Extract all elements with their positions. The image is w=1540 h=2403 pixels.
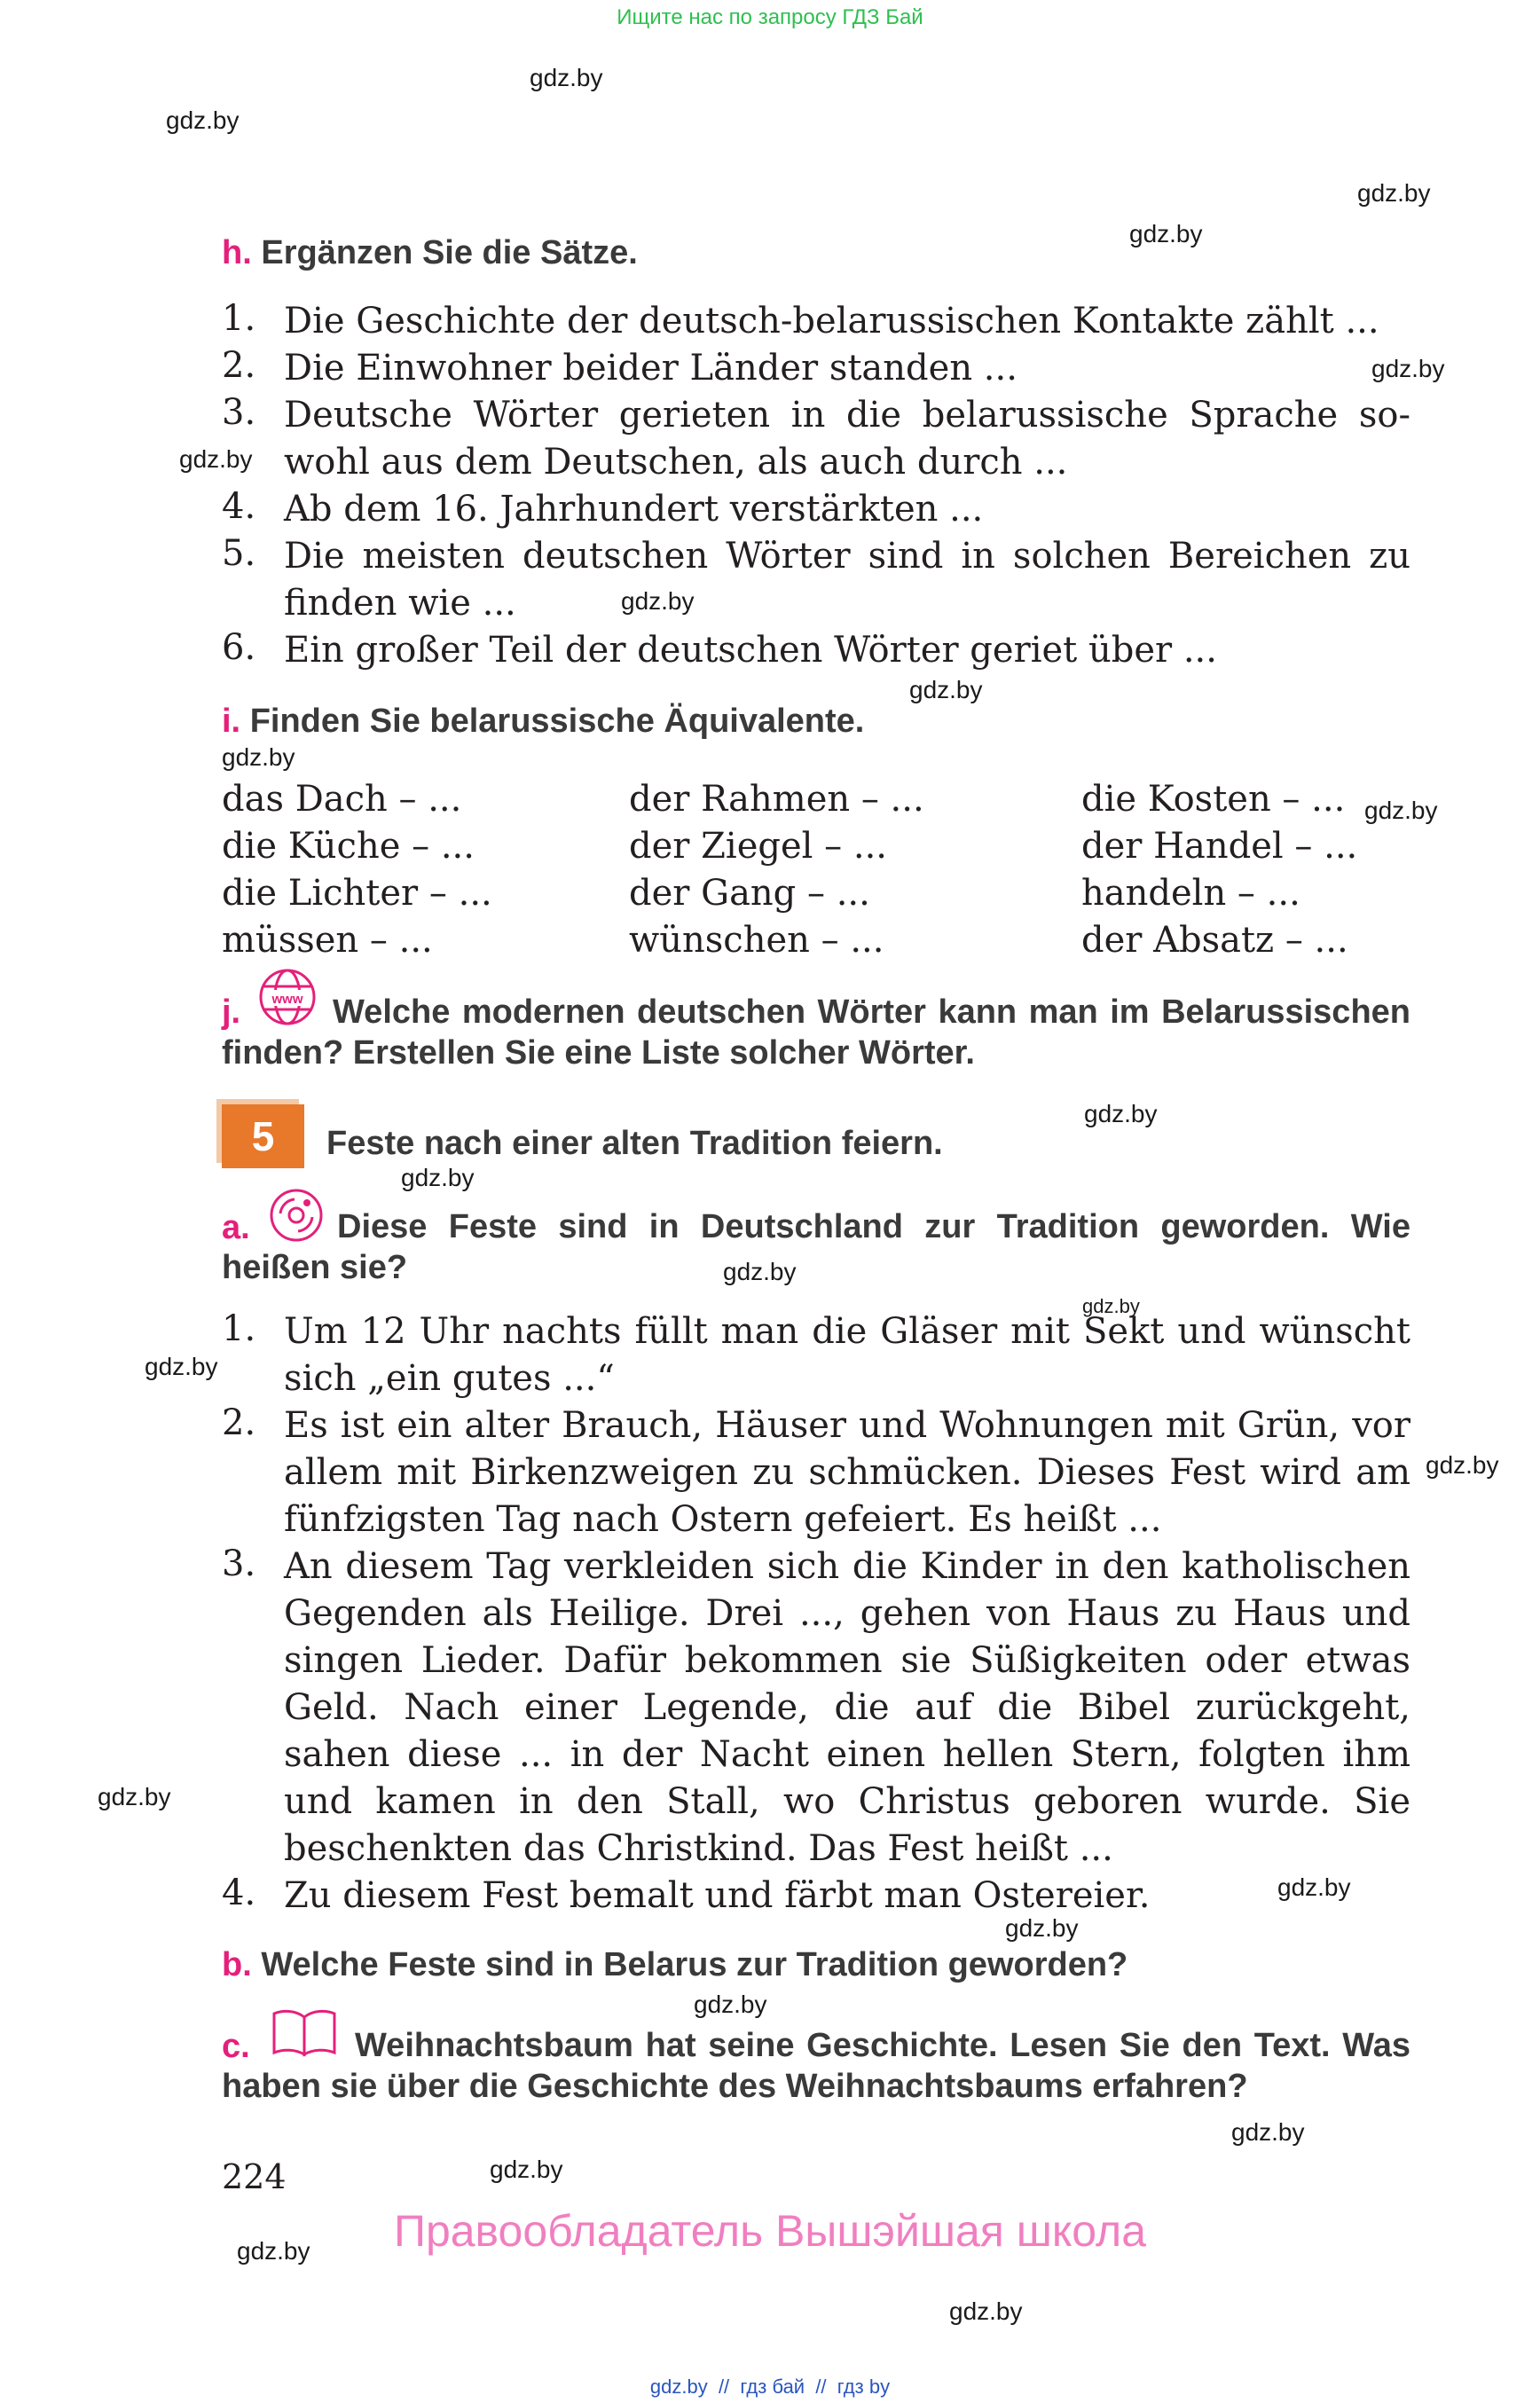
section-letter: c. (222, 2028, 250, 2065)
section-h-heading (222, 232, 1410, 273)
vocab-cell: der Absatz – ... (1081, 920, 1348, 961)
item-number: 1. (222, 1308, 256, 1349)
watermark: gdz.by (621, 587, 695, 615)
section-letter: j. (222, 993, 241, 1031)
exercise-title: Feste nach einer alten Tradition feiern. (326, 1125, 943, 1162)
svg-text:www: www (271, 992, 303, 1007)
watermark: gdz.by (145, 1353, 218, 1380)
item-number: 5. (222, 533, 256, 574)
vocab-cell: die Lichter – ... (222, 873, 492, 914)
footer-links[interactable]: gdz.by // гдз бай // гдз by (649, 2376, 891, 2398)
item-number: 4. (222, 1873, 256, 1913)
list-item: Um 12 Uhr nachts füllt man die Gläser mit Sekt und wünscht sich „ein gutes ...“ (284, 1311, 1410, 1399)
section-letter: b. (222, 1946, 252, 1983)
watermark: gdz.by (1426, 1451, 1499, 1479)
watermark: gdz.by (179, 445, 253, 473)
watermark: gdz.by (1129, 220, 1203, 247)
section-c-title: Weihnachtsbaum hat seine Geschichte. Lesen Sie den Text. Was haben sie über die Geschichte des Weihnachtsbaums erfahren? (222, 2027, 1410, 2105)
watermark: gdz.by (1371, 355, 1445, 382)
watermark: gdz.by (1005, 1914, 1079, 1942)
vocab-cell: wünschen – ... (629, 920, 884, 961)
list-item: An diesem Tag verkleiden sich die Kinder in den katholischen Gegenden als Heilige. Drei ..., gehen von Haus zu Haus und singen Lieder. Dafür bekommen sie Süßigkeiten oder etwas Geld. Nach einer Legende, die auf die Bibel zurückgeht, sahen diese ... in der Nacht einen hellen Stern, folgten ihm und kamen in den Stall, wo Christus geboren wurde. Sie beschenkten das Christkind. Das Fest heißt ... (284, 1546, 1410, 1869)
list-item: Deutsche Wörter gerieten in die belarussische Sprache sowohl aus dem Deutschen, als auch durch ... (284, 395, 1410, 483)
watermark: gdz.by (1357, 179, 1431, 207)
watermark: gdz.by (1082, 1295, 1140, 1317)
list-item: Es ist ein alter Brauch, Häuser und Wohnungen mit Grün, vor allem mit Birkenzweigen zu schmücken. Dieses Fest wird am fünfzigsten Tag nach Ostern gefeiert. Es heißt ... (284, 1405, 1410, 1540)
section-j-title: Welche modernen deutschen Wörter kann man im Belarussischen finden? Erstellen Sie eine Liste solcher Wörter. (222, 993, 1410, 1072)
list-item: Ein großer Teil der deutschen Wörter geriet über ... (284, 630, 1217, 671)
list-item: Die meisten deutschen Wörter sind in solchen Bereichen zu finden wie ... (284, 536, 1410, 624)
exercise-number: 5 (251, 1113, 275, 1159)
watermark: gdz.by (723, 1258, 797, 1285)
vocab-cell: die Küche – ... (222, 826, 475, 867)
watermark: gdz.by (694, 1991, 767, 2018)
item-number: 3. (222, 1543, 256, 1584)
watermark: gdz.by (1277, 1873, 1351, 1901)
section-i-heading (222, 701, 1410, 742)
watermark: gdz.by (490, 2156, 563, 2183)
watermark: gdz.by (98, 1783, 171, 1810)
list-item: Ab dem 16. Jahrhundert verstärkten ... (284, 489, 984, 530)
vocab-cell: handeln – ... (1081, 873, 1300, 914)
section-title: Finden Sie belarussische Äquivalente. (249, 703, 865, 740)
item-number: 2. (222, 1402, 256, 1443)
watermark: gdz.by (1364, 797, 1438, 824)
watermark: gdz.by (166, 106, 240, 134)
vocab-cell: der Rahmen – ... (629, 779, 924, 820)
section-a-title: Diese Feste sind in Deutschland zur Tradition geworden. Wie heißen sie? (222, 1208, 1410, 1286)
vocab-cell: müssen – ... (222, 920, 433, 961)
list-item: Zu diesem Fest bemalt und färbt man Ostereier. (284, 1875, 1151, 1916)
watermark: gdz.by (222, 743, 295, 771)
watermark: gdz.by (949, 2297, 1023, 2325)
item-number: 1. (222, 298, 256, 339)
page-number: 224 (222, 2157, 287, 2196)
section-letter: h. (222, 234, 252, 271)
section-title: Ergänzen Sie die Sätze. (261, 234, 638, 271)
watermark: gdz.by (1231, 2118, 1305, 2146)
copyright-text: Правообладатель Вышэйшая школа (394, 2206, 1146, 2256)
item-number: 2. (222, 345, 256, 386)
vocab-cell: die Kosten – ... (1081, 779, 1346, 820)
list-item: Die Geschichte der deutsch-belarussischen Kontakte zählt ... (284, 301, 1379, 342)
vocab-cell: der Gang – ... (629, 873, 870, 914)
section-letter: a. (222, 1209, 250, 1246)
item-number: 4. (222, 486, 256, 527)
section-title: Welche Feste sind in Belarus zur Tradition geworden? (261, 1946, 1128, 1983)
watermark: gdz.by (401, 1164, 475, 1191)
section-b-heading (222, 1944, 1410, 1985)
watermark: gdz.by (909, 676, 983, 703)
watermark: gdz.by (1084, 1100, 1158, 1127)
vocab-cell: der Handel – ... (1081, 826, 1358, 867)
list-item: Die Einwohner beider Länder standen ... (284, 348, 1018, 389)
item-number: 6. (222, 627, 256, 668)
watermark: gdz.by (530, 64, 603, 91)
exercise-number-badge (222, 1104, 304, 1168)
vocab-cell: der Ziegel – ... (629, 826, 888, 867)
top-banner[interactable]: Ищите нас по запросу ГДЗ Бай (617, 5, 923, 29)
vocab-cell: das Dach – ... (222, 779, 462, 820)
section-letter: i. (222, 703, 241, 740)
item-number: 3. (222, 392, 256, 433)
watermark: gdz.by (237, 2237, 310, 2265)
